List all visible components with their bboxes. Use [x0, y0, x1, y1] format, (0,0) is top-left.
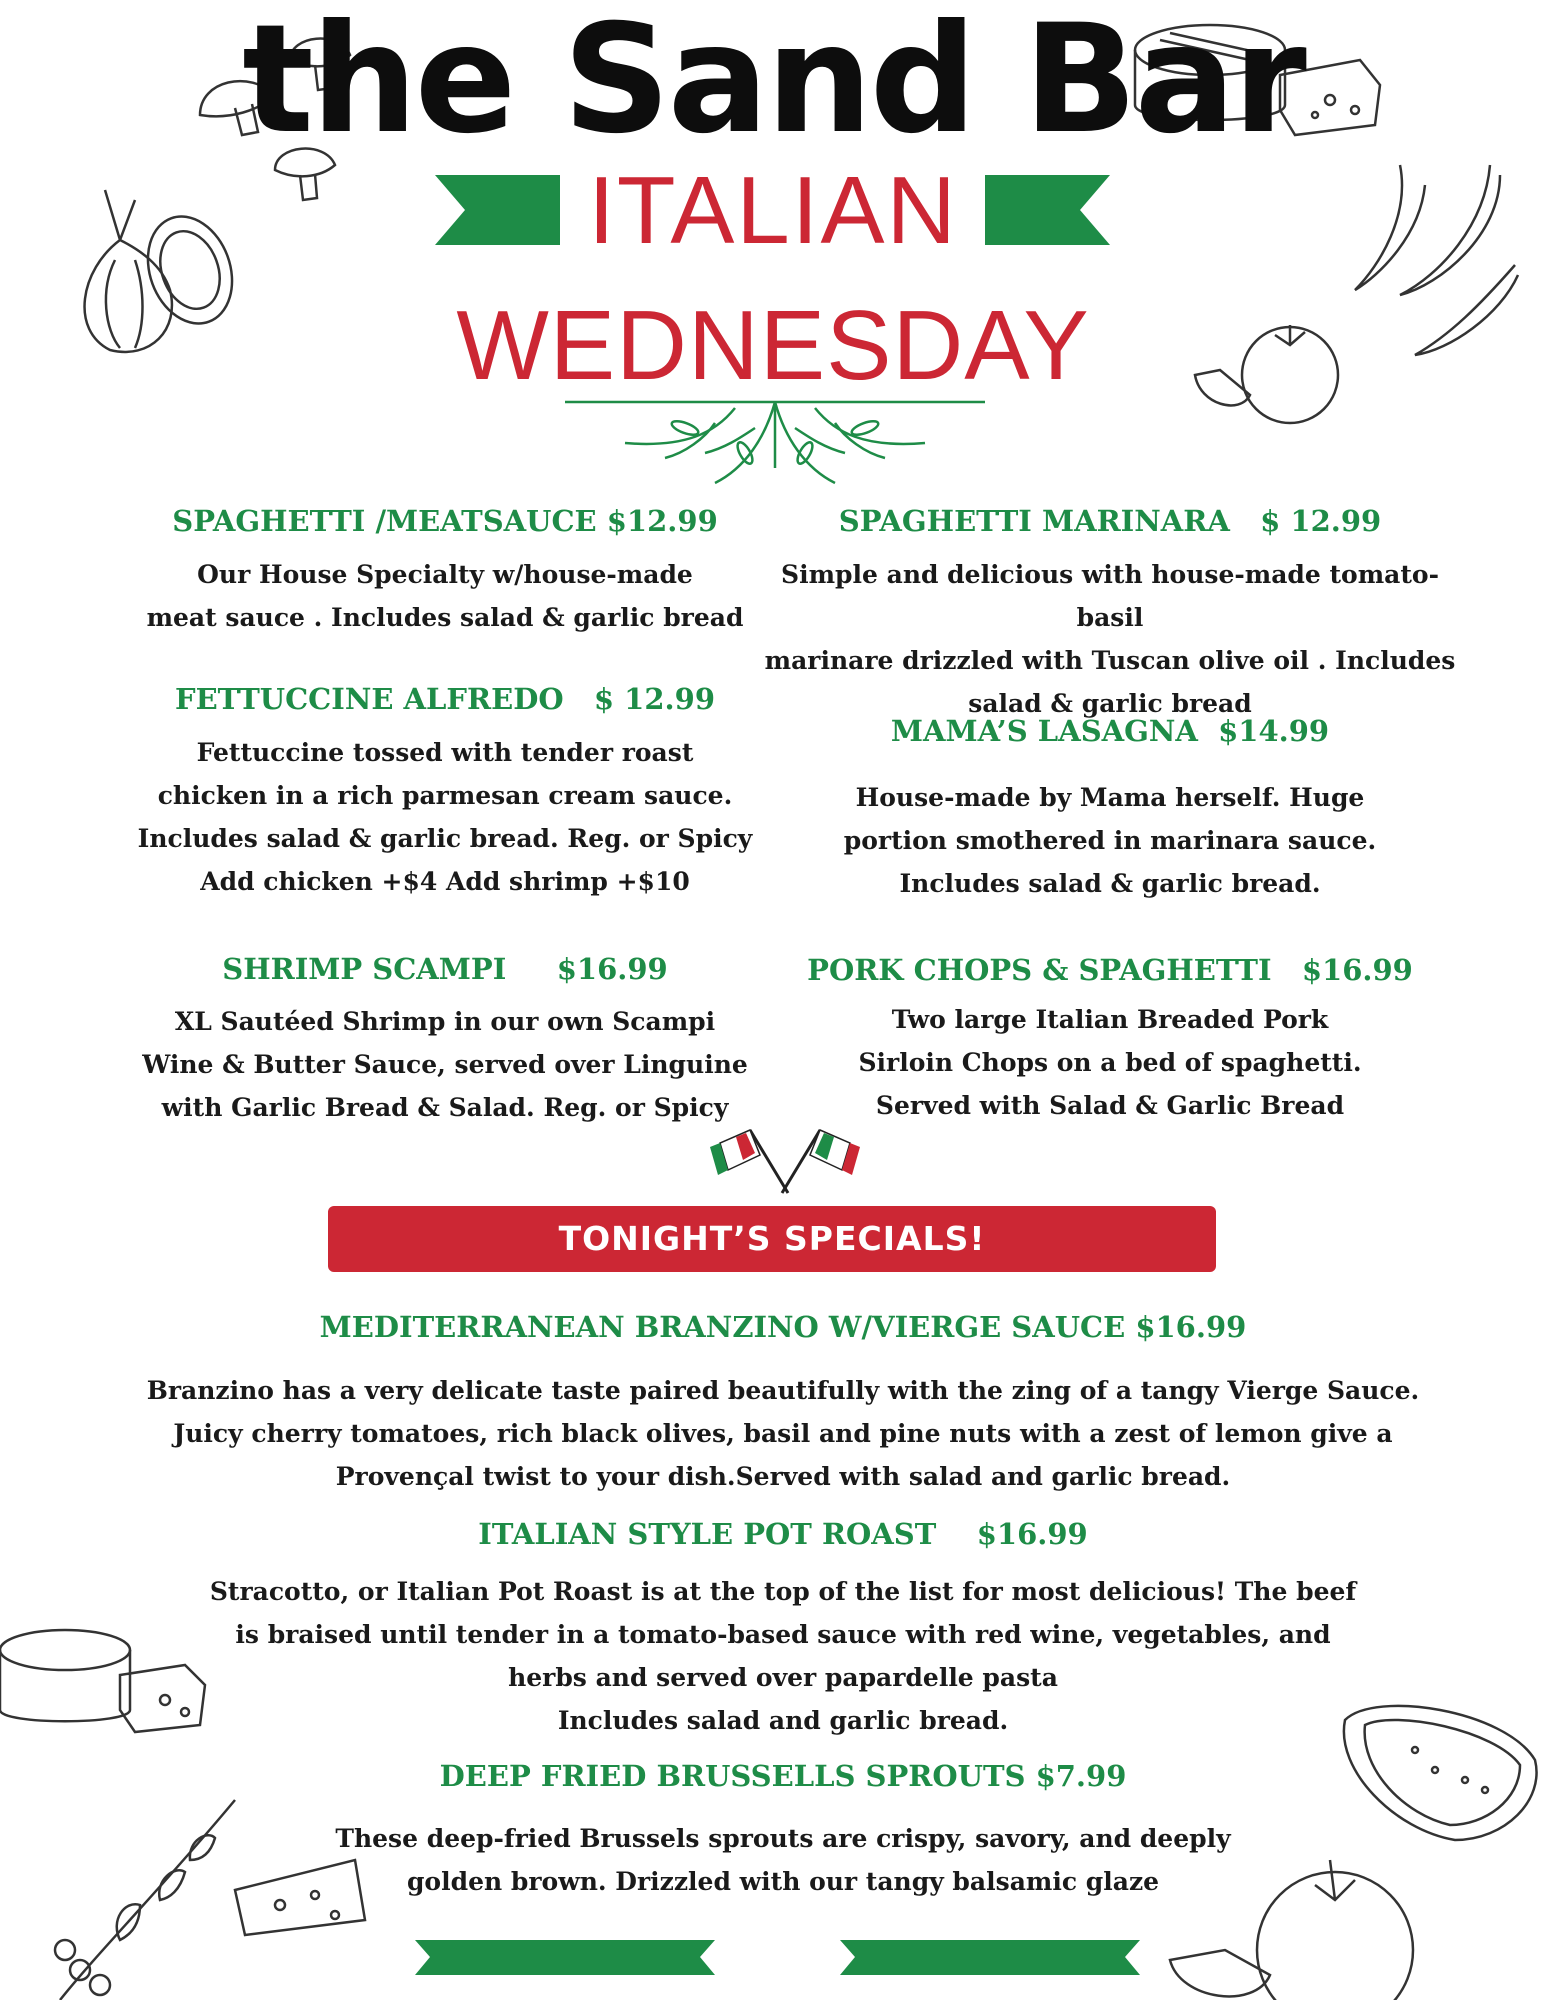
dish-description-spaghetti-marinara: Simple and delicious with house-made tomato-basil marinare drizzled with Tuscan olive oil . Includes salad & garlic bread	[764, 560, 1456, 718]
italian-heading: ITALIAN	[588, 157, 958, 264]
dish-title-fettuccine-alfredo: FETTUCCINE ALFREDO $ 12.99	[174, 682, 715, 716]
tonights-specials-banner: TONIGHT’S SPECIALS!	[328, 1206, 1216, 1272]
green-ribbon-bottom-left	[415, 1940, 715, 1975]
special-title-branzino: MEDITERRANEAN BRANZINO W/VIERGE SAUCE $16.99	[319, 1310, 1247, 1344]
dish-title-spaghetti-meatsauce: SPAGHETTI /MEATSAUCE $12.99	[172, 504, 718, 538]
wednesday-heading: WEDNESDAY	[456, 290, 1090, 400]
herb-sprig-icon	[565, 398, 985, 488]
dish-description-pork-chops-spaghetti: Two large Italian Breaded Pork Sirloin Chops on a bed of spaghetti. Served with Salad & Garlic Bread	[858, 1005, 1362, 1120]
special-description-branzino: Branzino has a very delicate taste paired beautifully with the zing of a tangy Vierge Sauce. Juicy cherry tomatoes, rich black olives, basil and pine nuts with a zest of lemon give a Provençal twist to your dish.Served with salad and garlic bread.	[146, 1376, 1420, 1491]
special-description-brussels-sprouts: These deep-fried Brussels sprouts are crispy, savory, and deeply golden brown. Drizzled with our tangy balsamic glaze	[335, 1824, 1231, 1896]
special-title-brussels-sprouts: DEEP FRIED BRUSSELLS SPROUTS $7.99	[439, 1759, 1127, 1793]
dish-description-mamas-lasagna: House-made by Mama herself. Huge portion smothered in marinara sauce. Includes salad & garlic bread.	[843, 783, 1377, 898]
dish-title-shrimp-scampi: SHRIMP SCAMPI $16.99	[222, 952, 668, 986]
dish-description-fettuccine-alfredo: Fettuccine tossed with tender roast chicken in a rich parmesan cream sauce. Includes salad & garlic bread. Reg. or Spicy Add chicken +$4 Add shrimp +$10	[137, 738, 753, 896]
dish-title-mamas-lasagna: MAMA’S LASAGNA $14.99	[890, 714, 1330, 748]
special-title-pot-roast: ITALIAN STYLE POT ROAST $16.99	[478, 1517, 1088, 1551]
dish-description-spaghetti-meatsauce: Our House Specialty w/house-made meat sauce . Includes salad & garlic bread	[146, 560, 744, 632]
italian-flags-icon	[710, 1125, 860, 1195]
restaurant-name: the Sand Bar	[242, 0, 1304, 167]
dish-title-pork-chops-spaghetti: PORK CHOPS & SPAGHETTI $16.99	[807, 953, 1413, 987]
green-ribbon-bottom-right	[840, 1940, 1140, 1975]
dish-description-shrimp-scampi: XL Sautéed Shrimp in our own Scampi Wine & Butter Sauce, served over Linguine with Garlic Bread & Salad. Reg. or Spicy	[142, 1007, 748, 1122]
dish-title-spaghetti-marinara: SPAGHETTI MARINARA $ 12.99	[838, 504, 1382, 538]
special-description-pot-roast: Stracotto, or Italian Pot Roast is at the top of the list for most delicious! The beef is braised until tender in a tomato-based sauce with red wine, vegetables, and herbs and served over papardelle pasta Includes salad and garlic bread.	[209, 1577, 1357, 1735]
